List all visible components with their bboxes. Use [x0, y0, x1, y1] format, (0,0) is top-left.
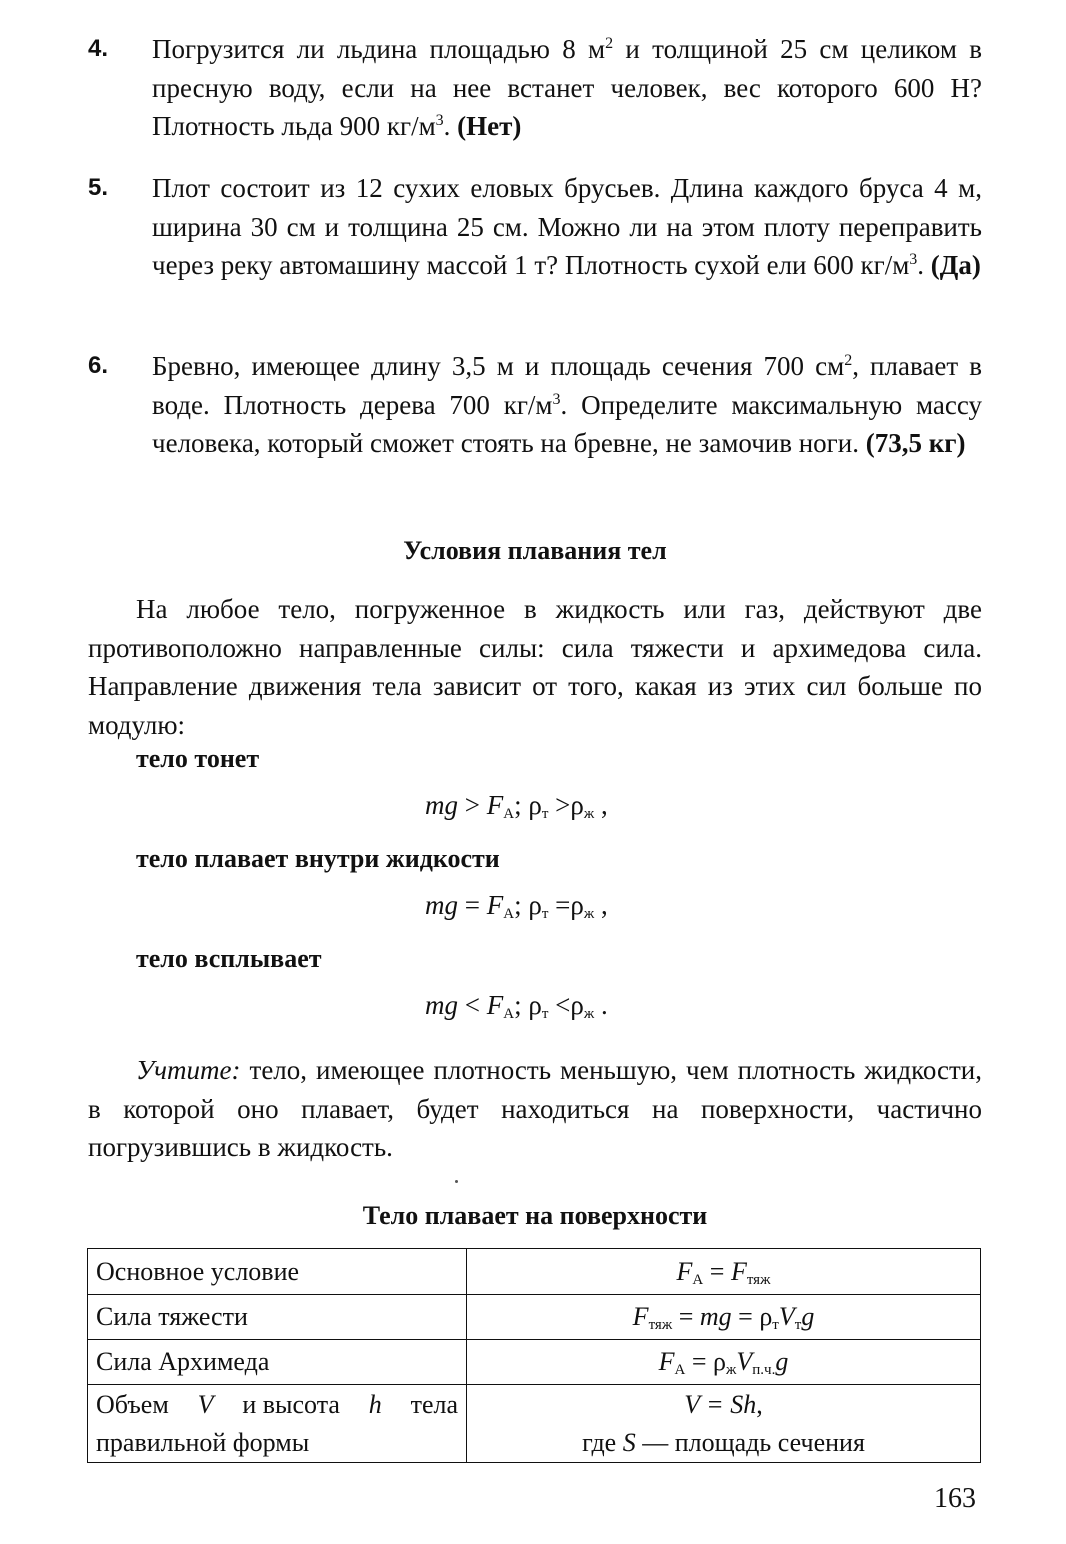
table-cell-label: Сила Архимеда	[88, 1340, 467, 1385]
table-cell-formula: $F_A = \rho_жV_{п.ч.}g$	[467, 1340, 981, 1385]
case-rises-formula: mg < $F_A$; $\rho_т <\rho_ж$ .	[425, 990, 608, 1022]
table-cell-label: Основное условие	[88, 1249, 467, 1295]
intro-paragraph: На любое тело, погруженное в жидкость или газ, действуют две противоположно направленные силы: сила тяжести и архимедова сила. Направление движения тела зависит от того, какая из этих сил больше по модулю:	[88, 594, 982, 740]
problem-number: 4.	[88, 35, 109, 62]
table-cell-label: Объем V и высота h тела правильной формы	[88, 1385, 467, 1463]
note-label: Учтите:	[136, 1055, 241, 1085]
problem-answer: (Нет)	[457, 111, 522, 141]
table-cell-label: Сила тяжести	[88, 1295, 467, 1340]
table-row	[88, 1249, 981, 1295]
note-paragraph: Учтите: тело, имеющее плотность меньшую, чем плотность жидкости, в которой оно плавает, будет находиться на поверхности, частично погрузившись в жидкость.	[88, 1055, 982, 1162]
problem-5	[88, 169, 982, 285]
table-cell-formula: V = Sh, где S — площадь сечения	[467, 1385, 981, 1463]
problem-answer: (73,5 кг)	[865, 428, 966, 458]
case-floats-inside-label: тело плавает внутри жидкости	[136, 844, 500, 873]
case-floats-inside-formula: mg = $F_A$; $\rho_т =\rho_ж$ ,	[425, 890, 608, 922]
case-sinks-label: тело тонет	[136, 744, 260, 773]
problem-number: 5.	[88, 174, 109, 201]
case-sinks-formula: mg > $F_A$; $\rho_т >\rho_ж$ ,	[425, 790, 608, 822]
problem-answer: (Да)	[930, 250, 981, 280]
floating-conditions-table	[87, 1248, 981, 1463]
problem-number: 6.	[88, 352, 109, 379]
page-number: 163	[934, 1483, 976, 1514]
section-title: Условия плавания тел	[403, 536, 667, 565]
table-title: Тело плавает на поверхности	[362, 1201, 708, 1230]
table-row	[88, 1340, 981, 1385]
speck-mark	[455, 1180, 458, 1183]
table-row	[88, 1385, 981, 1463]
problem-text: Погрузится ли льдина площадью 8 $м^2$ и толщиной 25 см целиком в пресную воду, если на нее встанет человек, вес которого 600 Н? Плотность льда 900 $кг/м^3$. (Нет)	[152, 34, 982, 141]
case-rises-label: тело всплывает	[136, 944, 322, 973]
table-cell-formula: $F_{тяж}$ = mg = $\rho_тV_тg$	[467, 1295, 981, 1340]
problem-4	[88, 30, 982, 146]
problem-text: Плот состоит из 12 сухих еловых брусьев. Длина каждого бруса 4 м, ширина 30 см и толщина 25 см. Можно ли на этом плоту переправить через реку автомашину массой 1 т? Плотность сухой ели 600 $кг/м^3$. (Да)	[152, 173, 982, 280]
problem-6	[88, 347, 982, 463]
problem-text: Бревно, имеющее длину 3,5 м и площадь сечения 700 $см^2$, плавает в воде. Плотность дерева 700 $кг/м^3$. Определите максимальную массу человека, который сможет стоять на бревне, не замочив ноги. (73,5 кг)	[152, 351, 982, 458]
table-row	[88, 1295, 981, 1340]
table-cell-formula: $F_A = F_{тяж}$	[467, 1249, 981, 1295]
